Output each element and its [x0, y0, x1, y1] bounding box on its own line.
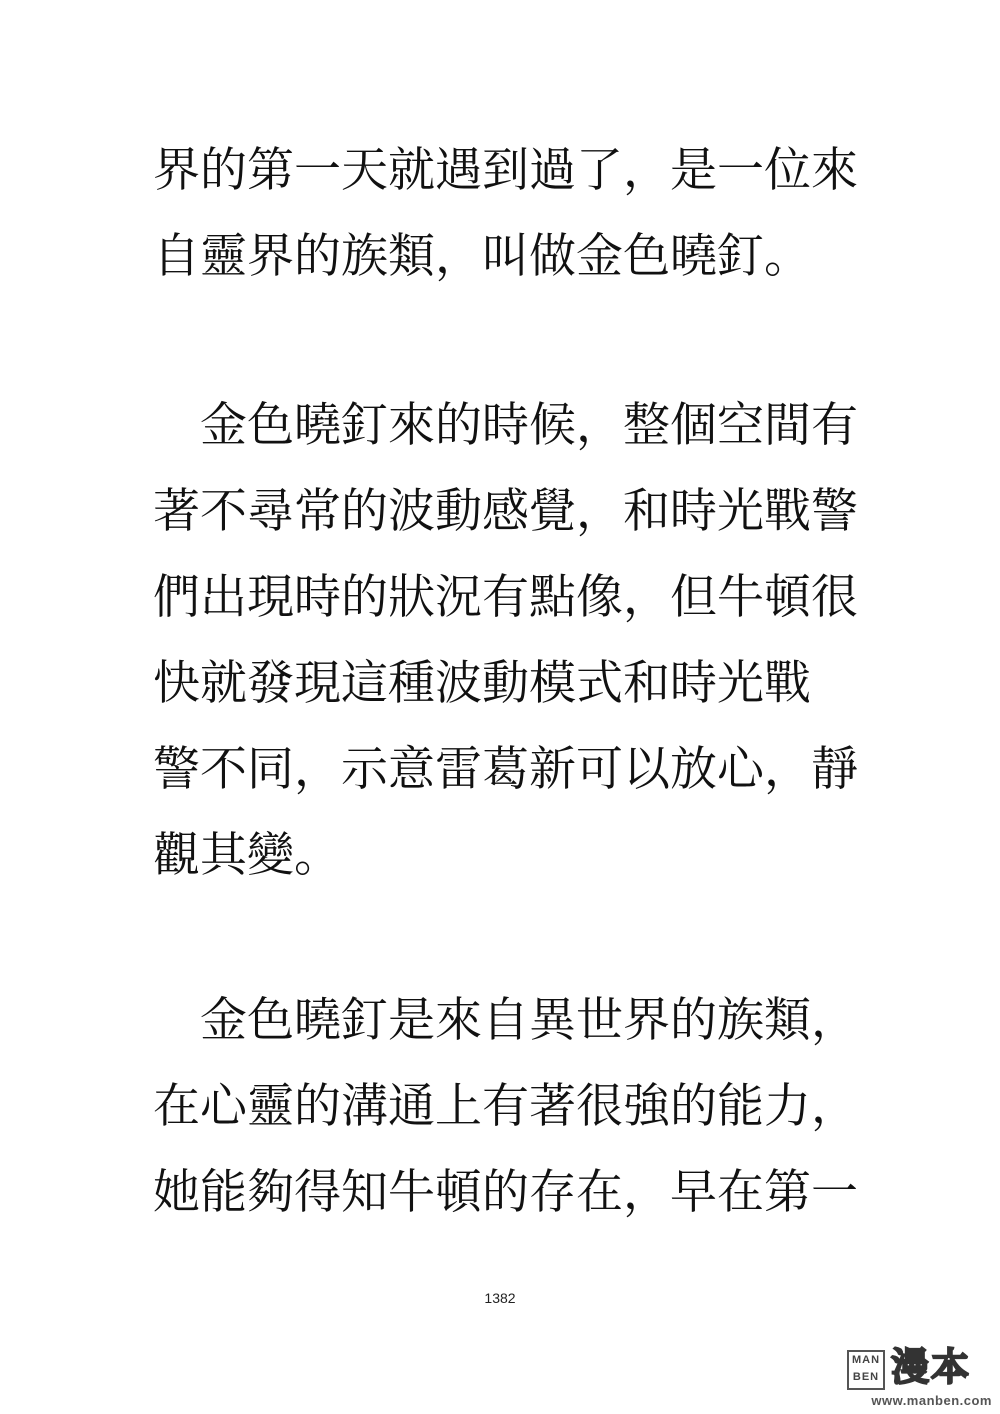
- text-line: 們出現時的狀況有點像，但牛頓很: [153, 570, 858, 625]
- text-line: 金色曉釘來的時候，整個空間有: [153, 398, 858, 453]
- text-line: 著不尋常的波動感覺，和時光戰警: [153, 484, 858, 539]
- watermark-url: www.manben.com: [871, 1393, 992, 1408]
- paragraph-2: [153, 383, 858, 899]
- watermark-box-icon: [847, 1350, 885, 1390]
- text-line: 自靈界的族類，叫做金色曉釘。: [153, 229, 811, 284]
- paragraph-1: [153, 128, 858, 300]
- text-line: 她能夠得知牛頓的存在，早在第一: [153, 1165, 858, 1220]
- text-line: 警不同，示意雷葛新可以放心，靜: [153, 742, 858, 797]
- text-line: 界的第一天就遇到過了，是一位來: [153, 143, 858, 198]
- text-line: 觀其變。: [153, 828, 341, 883]
- text-line: 快就發現這種波動模式和時光戰: [153, 656, 811, 711]
- paragraph-3: [153, 978, 858, 1236]
- watermark-title: 漫本: [891, 1345, 972, 1389]
- page-number: 1382: [484, 1290, 516, 1306]
- watermark-box-line: MAN: [851, 1354, 881, 1366]
- text-line: 金色曉釘是來自異世界的族類，: [153, 993, 858, 1048]
- text-line: 在心靈的溝通上有著很強的能力，: [153, 1079, 858, 1134]
- watermark-logo: [847, 1345, 992, 1408]
- watermark-box-line: BEN: [852, 1371, 880, 1383]
